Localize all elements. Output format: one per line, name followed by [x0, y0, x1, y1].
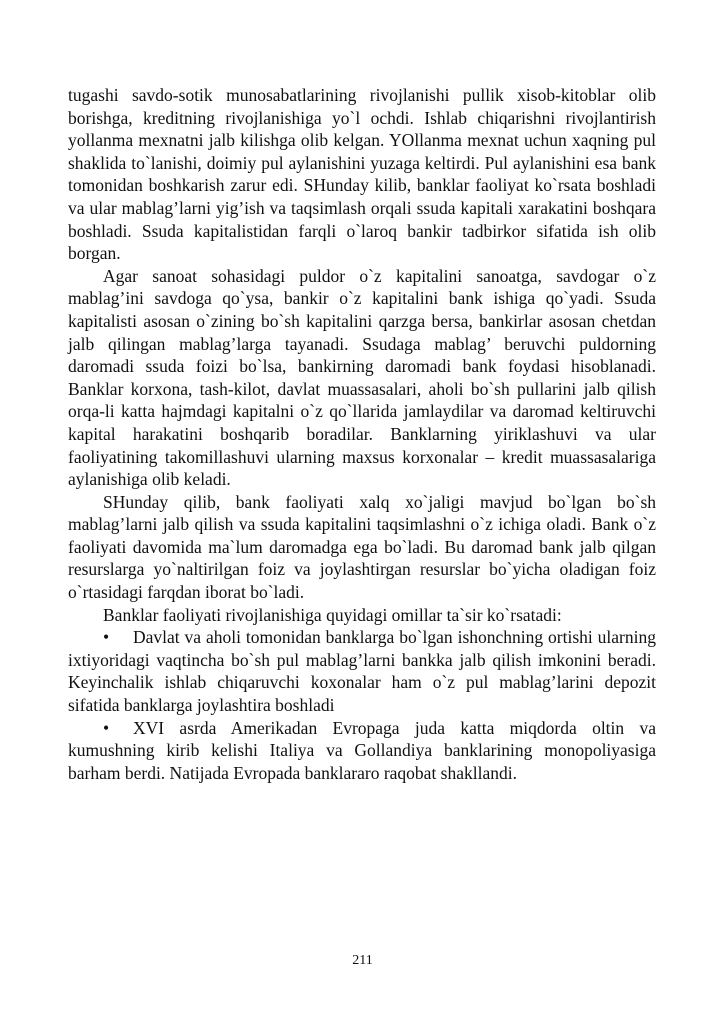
bullet-text: XVI asrda Amerikadan Evropaga juda katta miqdorda oltin va kumushning kirib kelishi Italiya va Gollandiya banklarining monopoliyasiga barham berdi. Natijada Evropada banklararo raqobat shakllandi. [68, 717, 656, 783]
body-text [68, 84, 656, 784]
bullet-marker: • [103, 717, 110, 738]
bullet-item-1 [68, 626, 656, 716]
page-number: 211 [352, 953, 373, 968]
bullet-marker: • [103, 627, 110, 648]
paragraph-1: tugashi savdo-sotik munosabatlarining rivojlanishi pullik xisob-kitoblar olib borishga, kreditning rivojlanishiga yo`l ochdi. Ishlab chiqarishni rivojlantirish yollanma mexnatni jalb kilishga olib kelgan. YOllanma mexnat uchun xaqning pul shaklida to`lanishi, doimiy pul aylanishini yuzaga keltirdi. Pul aylanishini esa bank tomonidan boshkarish zarur edi. SHunday kilib, banklar faoliyat ko`rsata boshladi va ular mablag’larni yig’ish va taqsimlash orqali ssuda kapitali xarakatini boshqara boshladi. Ssuda kapitalistidan farqli o`laroq bankir tadbirkor sifatida ish olib borgan. [68, 85, 656, 264]
paragraph-2: Agar sanoat sohasidagi puldor o`z kapitalini sanoatga, savdogar o`z mablag’ini savdoga qo`ysa, bankir o`z kapitalini bank ishiga qo`yadi. Ssuda kapitalisti asosan o`zining bo`sh kapitalini qarzga bersa, bankirlar asosan chetdan jalb qilingan mablag’larga tayanadi. Ssudaga mablag’ beruvchi puldorning daromadi ssuda foizi bo`lsa, bankirning daromadi bank foydasi hisoblanadi. Banklar korxona, tash-kilot, davlat muassasalari, aholi bo`sh pullarini jalb qilish orqa-li katta hajmdagi kapitalni o`z qo`llarida jamlaydilar va daromad keltiruvchi kapital harakatini boshqarib boradilar. Banklarning yiriklashuvi va ular faoliyatining takomillashuvi ularning maxsus korxonalar – kredit muassasalariga aylanishiga olib keladi. [68, 265, 656, 490]
bullet-text: Davlat va aholi tomonidan banklarga bo`lgan ishonchning ortishi ularning ixtiyoridagi vaqtincha bo`sh pul mablag’larni bankka jalb qilish imkonini beradi. Keyinchalik ishlab chiqaruvchi koxonalar ham o`z pul mablag’larini depozit sifatida banklarga joylashtira boshladi [68, 627, 656, 716]
paragraph-4: Banklar faoliyati rivojlanishiga quyidagi omillar ta`sir ko`rsatadi: [103, 604, 562, 625]
paragraph-3: SHunday qilib, bank faoliyati xalq xo`jaligi mavjud bo`lgan bo`sh mablag’larni jalb qilish va ssuda kapitalini taqsimlashni o`z ichiga oladi. Bank o`z faoliyati davomida ma`lum daromadga ega bo`ladi. Bu daromad bank jalb qilgan resurslarga yo`naltirilgan foiz va joylashtirgan resurslar bo`yicha oladigan foiz o`rtasidagi farqdan iborat bo`ladi. [68, 491, 656, 603]
bullet-item-2 [68, 717, 656, 785]
